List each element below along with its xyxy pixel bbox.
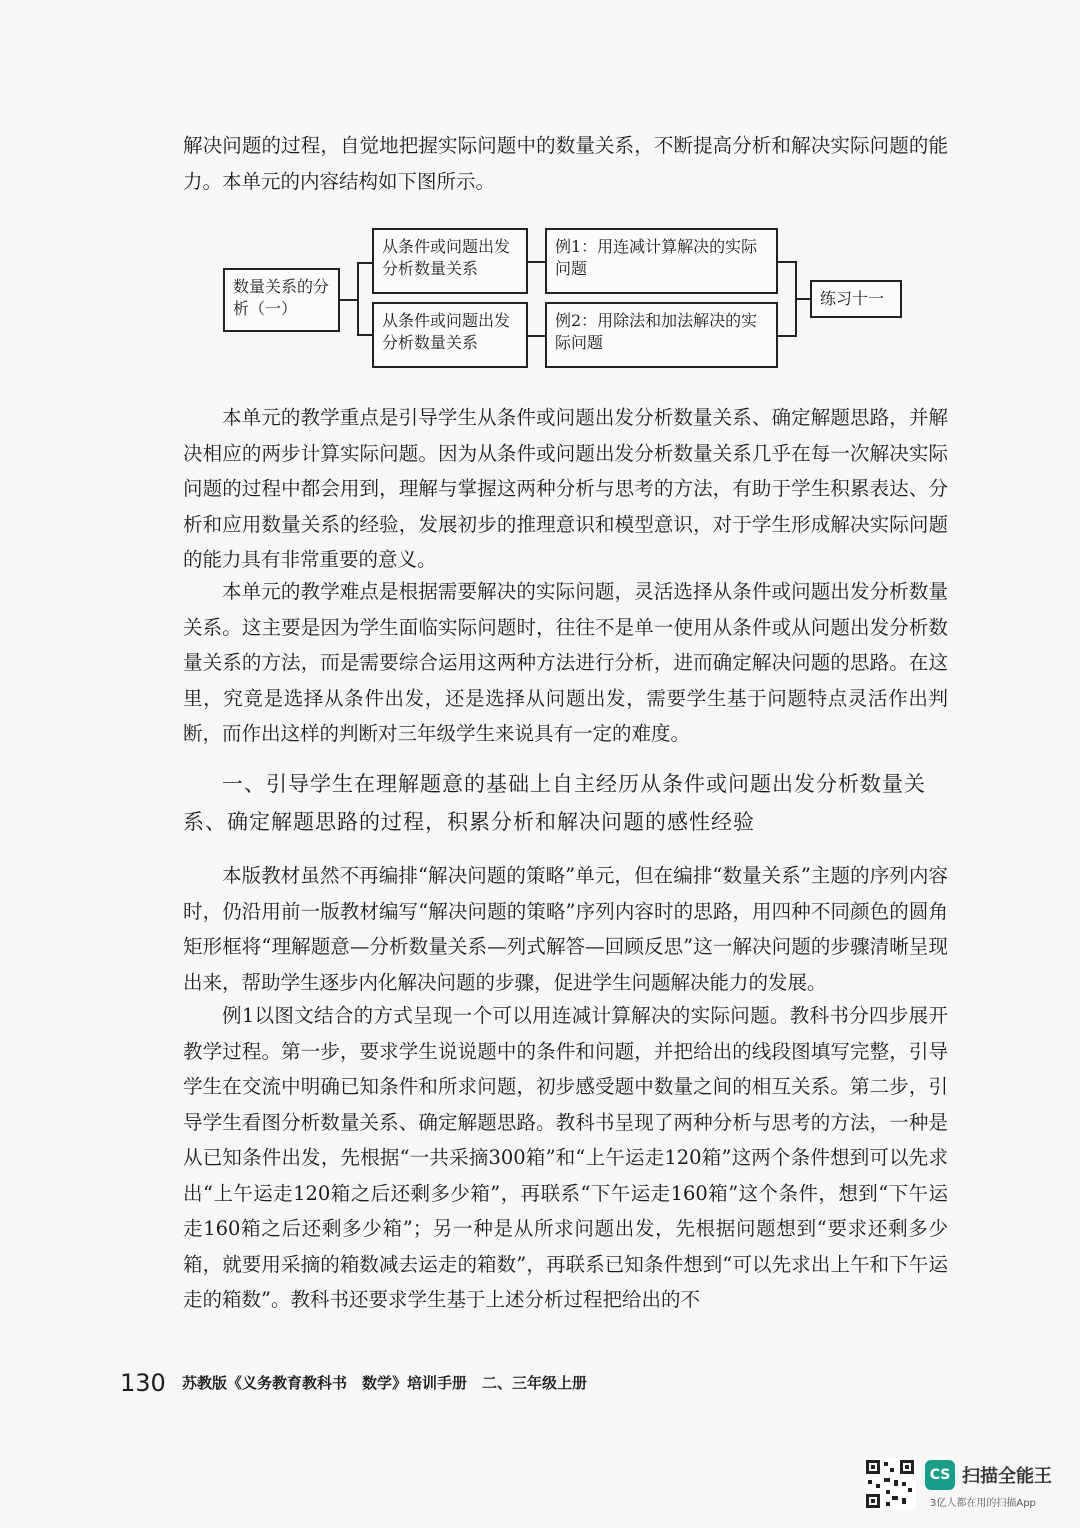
paragraph-textbook-design: 本版教材虽然不再编排“解决问题的策略”单元，但在编排“数量关系”主题的序列内容时，仍沿用前一版教材编写“解决问题的策略”序列内容时的思路，用四种不同颜色的圆角矩形框将“理解题意—分析数量关系—列式解答—回顾反思”这一解决问题的步骤清晰呈现出来，帮助学生逐步内化解决问题的步骤，促进学生问题解决能力的发展。 [183, 864, 948, 994]
connector-line [528, 335, 545, 337]
diagram-branch-2: 从条件或问题出发分析数量关系 [372, 302, 528, 368]
connector-line [778, 335, 795, 337]
connector-line [340, 299, 357, 301]
section-heading: 一、引导学生在理解题意的基础上自主经历从条件或问题出发分析数量关系、确定解题思路的过程，积累分析和解决问题的感性经验 [183, 772, 926, 834]
scanner-app-logo-icon: CS [925, 1460, 955, 1490]
connector-line [795, 298, 810, 300]
diagram-root-box: 数量关系的分析（一） [223, 268, 340, 332]
paragraph-teaching-focus: 本单元的教学重点是引导学生从条件或问题出发分析数量关系、确定解题思路，并解决相应的两步计算实际问题。因为从条件或问题出发分析数量关系几乎在每一次解决实际问题的过程中都会用到，理解与掌握这两种分析与思考的方法，有助于学生积累表达、分析和应用数量关系的经验，发展初步的推理意识和模型意识，对于学生形成解决实际问题的能力具有非常重要的意义。 [183, 406, 948, 571]
qr-code-icon [864, 1458, 916, 1510]
diagram-example-1: 例1：用连减计算解决的实际问题 [545, 228, 778, 294]
paragraph-teaching-difficulty: 本单元的教学难点是根据需要解决的实际问题，灵活选择从条件或问题出发分析数量关系。这主要是因为学生面临实际问题时，往往不是单一使用从条件或从问题出发分析数量关系的方法，而是需要综合运用这两种方法进行分析，进而确定解决问题的思路。在这里，究竟是选择从条件出发，还是选择从问题出发，需要学生基于问题特点灵活作出判断，而作出这样的判断对三年级学生来说具有一定的难度。 [183, 580, 948, 745]
connector-line [528, 261, 545, 263]
scanner-app-name: 扫描全能王 [962, 1466, 1052, 1487]
scanner-app-slogan: 3亿人都在用的扫描App [930, 1498, 1036, 1509]
connector-line [357, 262, 372, 264]
connector-line [357, 334, 372, 336]
paragraph-example-1: 例1以图文结合的方式呈现一个可以用连减计算解决的实际问题。教科书分四步展开教学过程。第一步，要求学生说说题中的条件和问题，并把给出的线段图填写完整，引导学生在交流中明确已知条件和所求问题，初步感受题中数量之间的相互关系。第二步，引导学生看图分析数量关系、确定解题思路。教科书呈现了两种分析与思考的方法，一种是从已知条件出发，先根据“一共采摘300箱”和“上午运走120箱”这两个条件想到可以先求出“上午运走120箱之后还剩多少箱”，再联系“下午运走160箱”这个条件，想到“下午运走160箱之后还剩多少箱”；另一种是从所求问题出发，先根据问题想到“要求还剩多少箱，就要用采摘的箱数减去运走的箱数”，再联系已知条件想到“可以先求出上午和下午运走的箱数”。教科书还要求学生基于上述分析过程把给出的不 [183, 1004, 948, 1311]
intro-paragraph: 解决问题的过程，自觉地把握实际问题中的数量关系，不断提高分析和解决实际问题的能力。本单元的内容结构如下图所示。 [183, 134, 948, 193]
page-footer [120, 1368, 720, 1398]
book-title: 苏教版《义务教育教科书 数学》培训手册 二、三年级上册 [182, 1374, 588, 1392]
page-number: 130 [120, 1369, 166, 1397]
connector-line [778, 261, 795, 263]
diagram-branch-1: 从条件或问题出发分析数量关系 [372, 228, 528, 294]
connector-line [357, 262, 359, 336]
diagram-example-2: 例2：用除法和加法解决的实际问题 [545, 302, 778, 368]
diagram-exercise-box: 练习十一 [810, 280, 902, 318]
